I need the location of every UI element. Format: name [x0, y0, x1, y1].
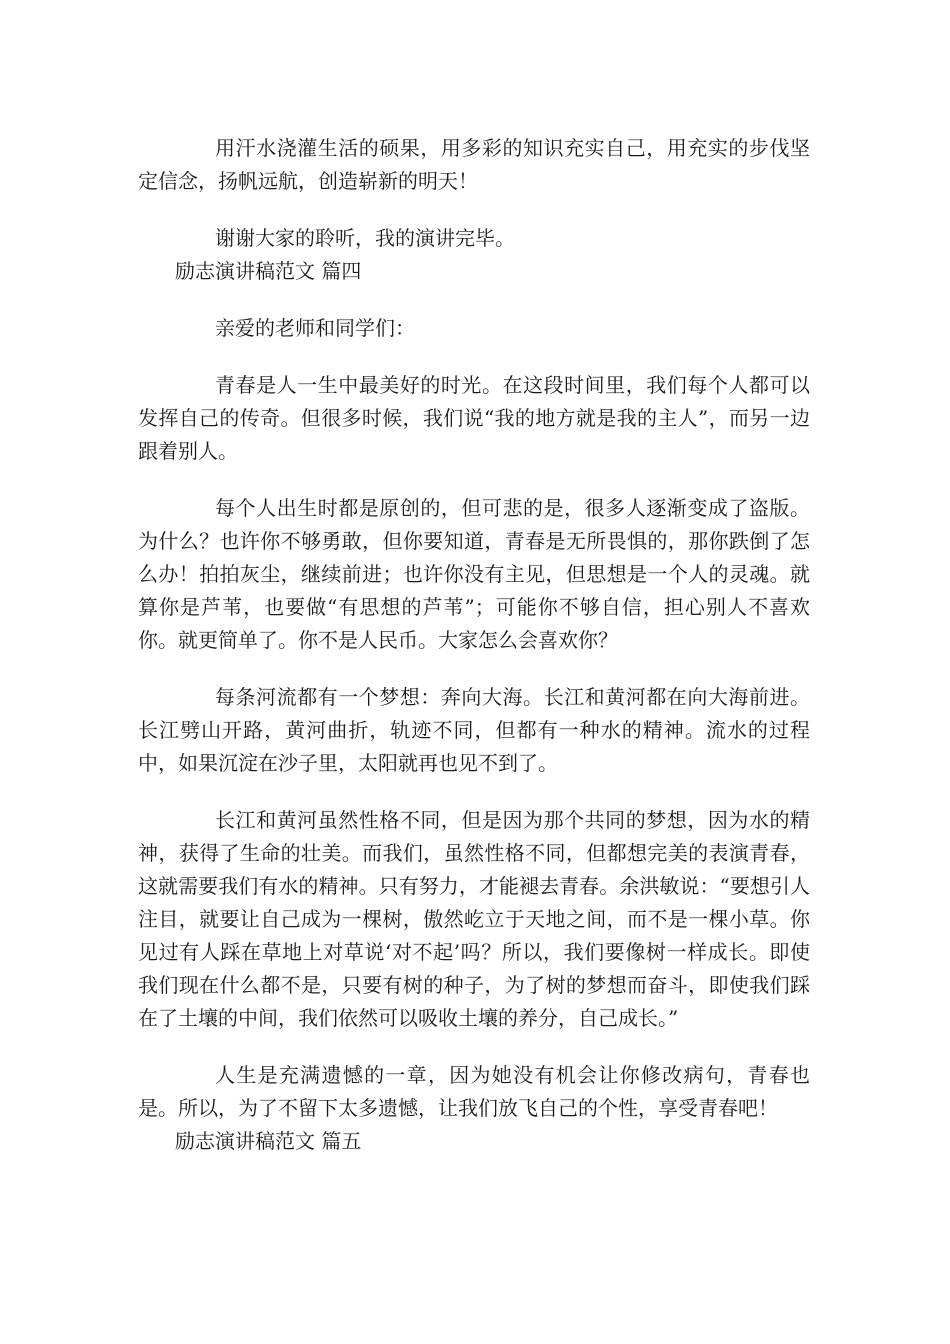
section-heading-part-four: 励志演讲稿范文 篇四	[175, 259, 362, 283]
paragraph-life-regrets: 人生是充满遗憾的一章，因为她没有机会让你修改病句，青春也是。所以，为了不留下太多遗憾，让我们放飞自己的个性，享受青春吧！	[138, 1063, 810, 1120]
paragraph-closing-vow: 用汗水浇灌生活的硕果，用多彩的知识充实自己，用充实的步伐坚定信念，扬帆远航，创造崭新的明天！	[138, 136, 810, 193]
paragraph-original-vs-copy: 每个人出生时都是原创的，但可悲的是，很多人逐渐变成了盗版。为什么？也许你不够勇敢，但你要知道，青春是无所畏惧的，那你跌倒了怎么办！拍拍灰尘，继续前进；也许你没有主见，但思想是一个人的灵魂。就算你是芦苇，也要做“有思想的芦苇”；可能你不够自信，担心别人不喜欢你。就更简单了。你不是人民币。大家怎么会喜欢你？	[138, 496, 810, 652]
paragraph-rivers-dream: 每条河流都有一个梦想：奔向大海。长江和黄河都在向大海前进。长江劈山开路，黄河曲折，轨迹不同，但都有一种水的精神。流水的过程中，如果沉淀在沙子里，太阳就再也见不到了。	[138, 685, 810, 775]
paragraph-salutation: 亲爱的老师和同学们：	[215, 316, 415, 340]
section-heading-part-five: 励志演讲稿范文 篇五	[175, 1129, 362, 1153]
paragraph-spirit-of-water: 长江和黄河虽然性格不同，但是因为那个共同的梦想，因为水的精神，获得了生命的壮美。而我们，虽然性格不同，但都想完美的表演青春，这就需要我们有水的精神。只有努力，才能褪去青春。余洪敏说：“要想引人注目，就要让自己成为一棵树，傲然屹立于天地之间，而不是一棵小草。你见过有人踩在草地上对草说‘对不起’吗？所以，我们要像树一样成长。即使我们现在什么都不是，只要有树的种子，为了树的梦想而奋斗，即使我们踩在了土壤的中间，我们依然可以吸收土壤的养分，自己成长。”	[138, 808, 810, 1030]
paragraph-youth-intro: 青春是人一生中最美好的时光。在这段时间里，我们每个人都可以发挥自己的传奇。但很多时候，我们说“我的地方就是我的主人”，而另一边跟着别人。	[138, 373, 810, 463]
paragraph-thanks: 谢谢大家的聆听，我的演讲完毕。	[215, 226, 515, 250]
document-body	[138, 132, 810, 1158]
